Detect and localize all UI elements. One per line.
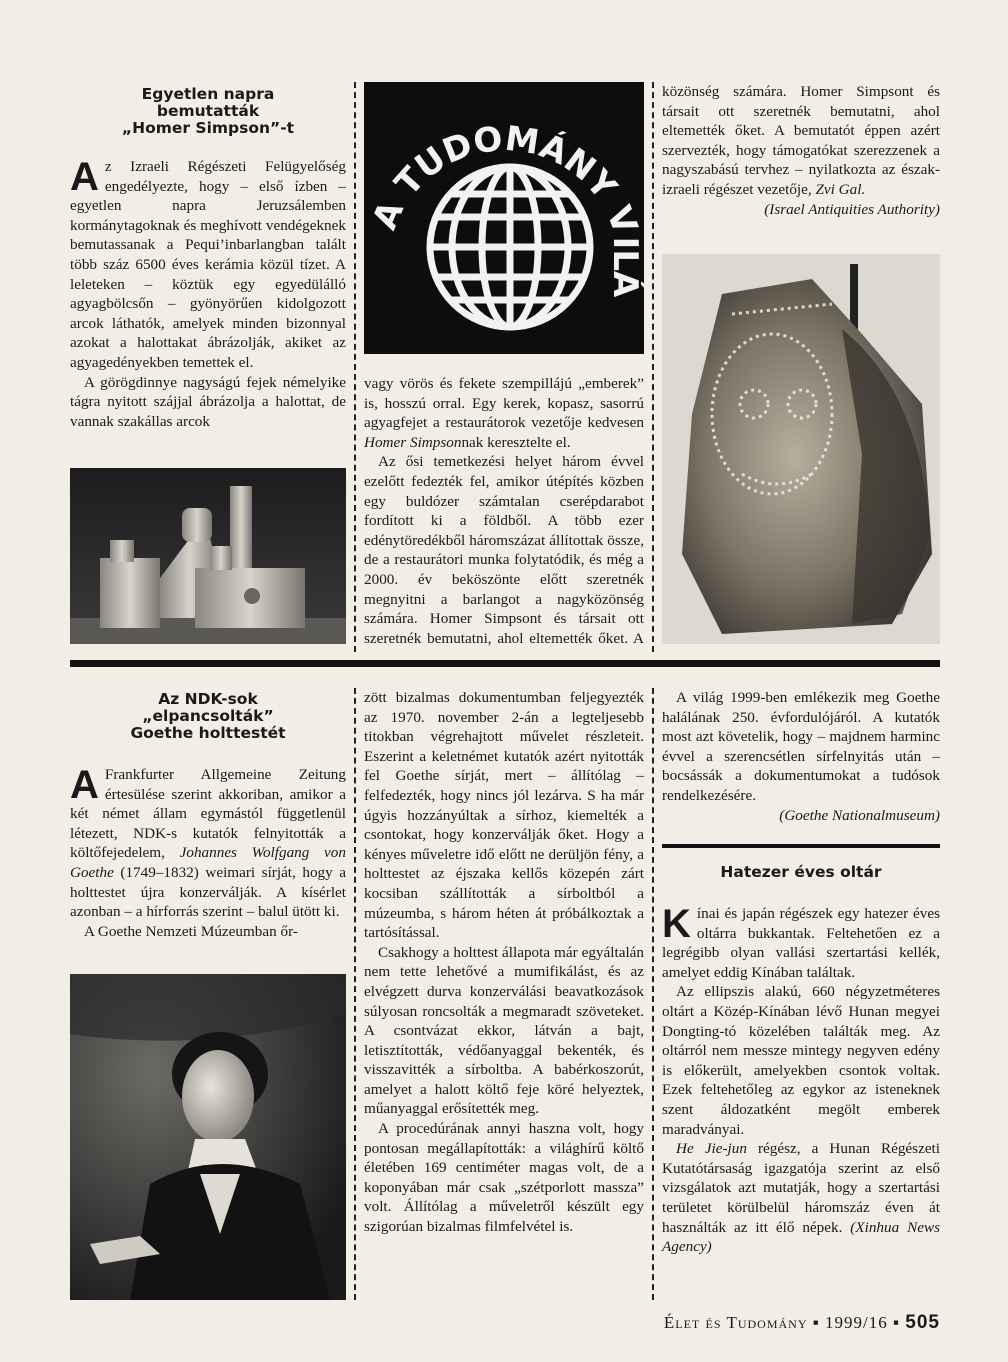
column-divider	[652, 688, 654, 1300]
column-divider	[354, 82, 356, 652]
issue-number: 1999/16	[825, 1313, 888, 1332]
source-credit: (Israel Antiquities Authority)	[764, 200, 940, 218]
column-divider	[354, 688, 356, 1300]
drop-cap: K	[662, 902, 691, 946]
drop-cap: A	[70, 157, 99, 199]
article-column: zött bizalmas dokumentumban feljegyezték az 1970. november 2-án a legteljesebb titokban végrehajtott művelet részleteit. Eszerint a keletnémet kutatók azért nyitották fel Goethe sírját, mert – állítólag – felfedezték, hogy nincs jól lezárva. S ha már úgyis hozzányúltak a sírhoz, kiemelték a csontokat, hogy konzerválják őket. Hogy a kényes műveletre idő előtt ne derüljön fény, a holttestet az éjszaka kellős közepén zárt kocsiban szállították a sírboltból a múzeumba, s három héten át próbálkoztak a tartósítással. Csakhogy a holttest állapota már egyáltalán nem tette lehetővé a mumifikálást, és az elvégzett durva konzerválási beavatkozások súlyosan roncsolták a megmaradt szöveteket. A csontvázat ekkor, látván a bajt, letisztították, védőanyaggal bekenték, és visszavitték a sírboltba. A babérkoszorút, amelyet a halott költő feje köré helyeztek, műanyaggal erősítették meg. A procedúrának annyi haszna volt, hogy pontosan megállapították: a világhírű költő életében 169 centiméter magas volt, de a koponyában már csak „szétporlott massza” volt. Állítólag a műveletről készült egy szigorúan bizalmas filmfelvétel is.	[364, 689, 644, 1236]
article-headline: Az NDK-sok „elpancsolták” Goethe holttestét	[130, 690, 286, 742]
goethe-portrait	[70, 974, 346, 1300]
section-divider	[662, 844, 940, 848]
page-footer: Élet és Tudomány ▪ 1999/16 ▪ 505	[663, 1312, 940, 1333]
article-column: Az Izraeli Régészeti Felügyelőség engedélyezte, hogy – első ízben – egyetlen napra Jeruzsálemben kormánytagoknak és meghívott vendégeknek bemutassanak a Pequi’inbarlangban talált több száz 6500 éves kerámia közül tízet. A leleteken – köztük egy egyedülálló agyagbölcsőn – gyönyörűen kidolgozott arcok láthatók, amelyek minden bizonnyal azokat a halottakat ábrázolják, akiket az agyagedényekben temettek el. A görögdinnye nagyságú fejek némelyike tágra nyitott szájjal ábrázolja a halottat, de vannak szakállas arcok	[70, 157, 346, 430]
drop-cap: A	[70, 765, 99, 807]
section-divider	[70, 660, 940, 667]
article-column: Kínai és japán régészek egy hatezer éves oltárra bukkantak. Feltehetően ez a legrégibb olyan vallási szertartási kellék, amelyet eddig Kínában találtak. Az ellipszis alakú, 660 négyzetméteres oltárt a Közép-Kínában lévő Hunan megyei Dongting-tó közelében találták meg. Az oltárról nem messze mintegy negyven edény is előkerült, amelyekben csontok voltak. Ezek feltehetőleg az egykor az isteneknek szent áldozatként megölt emberek maradványai. He Jie-jun régész, a Hunan Régészeti Kutatótársaság igazgatója szerint az első vizsgálatok azt mutatják, hogy a szertartási területet körülbelül háromszáz éven át használták az itt élő népek. (Xinhua News Agency)	[662, 902, 941, 1256]
article-column: vagy vörös és fekete szempillájú „emberek” is, hosszú orral. Egy kerek, kopasz, sasorrú agyagfejet a restaurátorok vezetője kedvesen Homer Simpsonnak keresztelte el. Az ősi temetkezési helyet három évvel ezelőtt fedezték fel, amikor útépítés közben egy buldózer számtalan cserépdarabot fordított ki a földből. A több ezer edénytöredékből háromszázat állítottak össze, de a restaurátori munka folytatódik, és még a 2000. év beköszönte előtt szeretnék megnyitni a barlangot a nagyközönség számára. Homer Simpsont és társait ott szeretnék bemutatni, ahol eltemették őket. A	[364, 375, 644, 647]
section-logo	[364, 82, 644, 354]
article-column: közönség számára. Homer Simpsont és társait ott szeretnék bemutatni, ahol eltemették őket. A bemutatót éppen azért szervezték, hogy támogatókat szerezzenek a nagyszabású tervhez – nyilatkozta az észak-izraeli régészet vezetője, Zvi Gal. (Israel Antiquities Authority)	[662, 83, 940, 218]
column-divider	[652, 82, 654, 652]
source-credit: (Goethe Nationalmuseum)	[779, 806, 940, 824]
article-headline: Hatezer éves oltár	[720, 863, 882, 881]
article-headline: Egyetlen napra bemutatták „Homer Simpson”-t	[121, 85, 295, 137]
article-column: A világ 1999-ben emlékezik meg Goethe halálának 250. évfordulójáról. A kutatók most azt követelik, hogy – majdnem harminc évvel a szerencsétlen sírfelnyitás után – bocsássák a dokumentumokat a tudósok rendelkezésére. (Goethe Nationalmuseum)	[662, 689, 940, 824]
clay-head-photo	[662, 254, 940, 644]
pottery-photo	[70, 468, 346, 644]
journal-name: Élet és Tudomány	[663, 1313, 808, 1332]
page-number: 505	[905, 1312, 940, 1333]
logo-text: A TUDOMÁNY VILÁ	[364, 118, 644, 298]
article-column: A Frankfurter Allgemeine Zeitung értesülése szerint akkoriban, amikor a két német állam egymástól függetlenül létezett, NDK-s kutatók felnyitották a költőfejedelem, Johannes Wolfgang von Goethe (1749–1832) weimari sírját, hogy a holttestet újra konzerválják. A kísérlet azonban – a hírforrás szerint – balul ütött ki. A Goethe Nemzeti Múzeumban őr-	[70, 765, 346, 940]
source-credit: (Xinhua News Agency)	[662, 1218, 941, 1256]
